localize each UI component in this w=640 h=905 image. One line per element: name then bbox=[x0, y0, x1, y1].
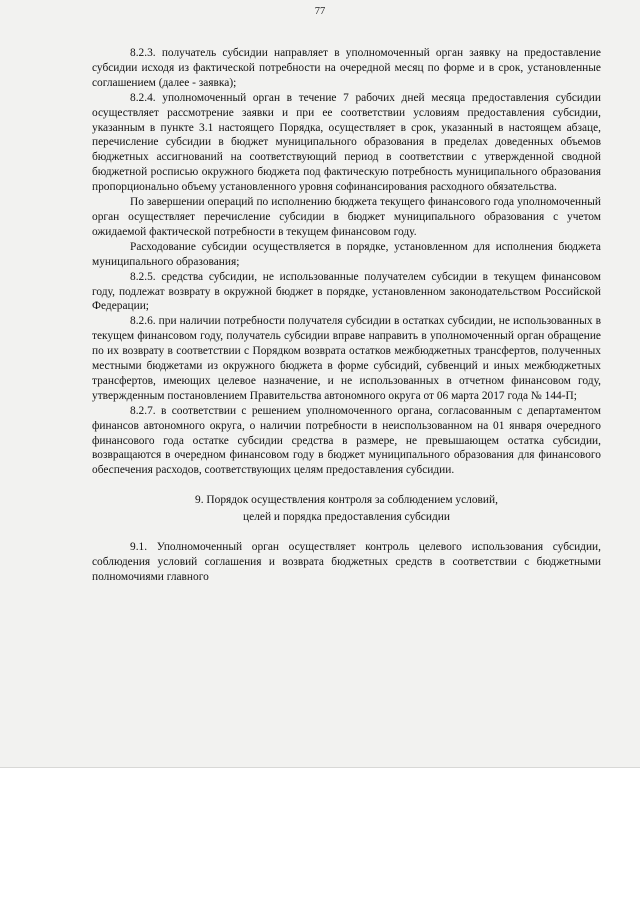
paragraph-8-2-7: 8.2.7. в соответствии с решением уполномоченного органа, согласованным с департаментом финансов автономного округа, о наличии потребности в неиспользованном на 01 января очередного финансового года остатке субсидии средства в размере, не превышающем остатка субсидии, возвращаются в очередном финансовом году в бюджет муниципального образования для финансового обеспечения расходов, соответствующих целям предоставления субсидии. bbox=[92, 404, 601, 477]
page-number: 77 bbox=[314, 6, 326, 17]
paragraph-8-2-3: 8.2.3. получатель субсидии направляет в уполномоченный орган заявку на предоставление субсидии исходя из фактической потребности на очередной месяц по форме и в срок, установленные соглашением (далее - заявка); bbox=[92, 47, 601, 89]
paragraph-8-2-6: 8.2.6. при наличии потребности получателя субсидии в остатках субсидии, не использованных в текущем финансовом году, получатель субсидии вправе направить в уполномоченный орган обращение по их возврату в соответствии с Порядком возврата остатков межбюджетных трансфертов, полученных местными бюджетами из окружного бюджета в форме субсидий, субвенций и иных межбюджетных трансфертов, имеющих целевое назначение, и не использованных в отчетном финансовом году, утвержденным постановлением Правительства автономного округа от 06 марта 2017 года № 144-П; bbox=[92, 315, 601, 402]
section-heading-line-1: 9. Порядок осуществления контроля за соблюдением условий, bbox=[195, 494, 498, 507]
blank-area bbox=[0, 768, 640, 905]
paragraph-completion: По завершении операций по исполнению бюджета текущего финансового года уполномоченный орган осуществляет перечисление субсидии в бюджет муниципального образования с учетом ожидаемой фактической потребности в текущем финансовом году. bbox=[92, 196, 601, 238]
document-body bbox=[92, 46, 601, 585]
section-heading bbox=[92, 492, 601, 526]
section-heading-line-2: целей и порядка предоставления субсидии bbox=[243, 511, 450, 524]
paragraph-9-1: 9.1. Уполномоченный орган осуществляет контроль целевого использования субсидии, соблюдения условий соглашения и возврата бюджетных средств в соответствии с бюджетными полномочиями главного bbox=[92, 541, 601, 584]
paragraph-8-2-5: 8.2.5. средства субсидии, не использованные получателем субсидии в текущем финансовом году, подлежат возврату в окружной бюджет в порядке, установленном законодательством Российской Федерации; bbox=[92, 270, 601, 313]
paragraph-8-2-4: 8.2.4. уполномоченный орган в течение 7 рабочих дней месяца предоставления субсидии осуществляет рассмотрение заявки и при ее соответствии условиям предоставления субсидии, указанным в пункте 3.1 настоящего Порядка, осуществляет в срок, указанный в настоящем абзаце, перечисление субсидии в бюджет муниципального образования в пределах доведенных объемов бюджетных ассигнований на соответствующий период в соответствии с утвержденной сводной бюджетной росписью окружного бюджета под фактическую потребность муниципального образования пропорционально объему установленного уровня софинансирования расходного обязательства. bbox=[92, 91, 601, 194]
paragraph-spending: Расходование субсидии осуществляется в порядке, установленном для исполнения бюджета муниципального образования; bbox=[92, 240, 601, 268]
